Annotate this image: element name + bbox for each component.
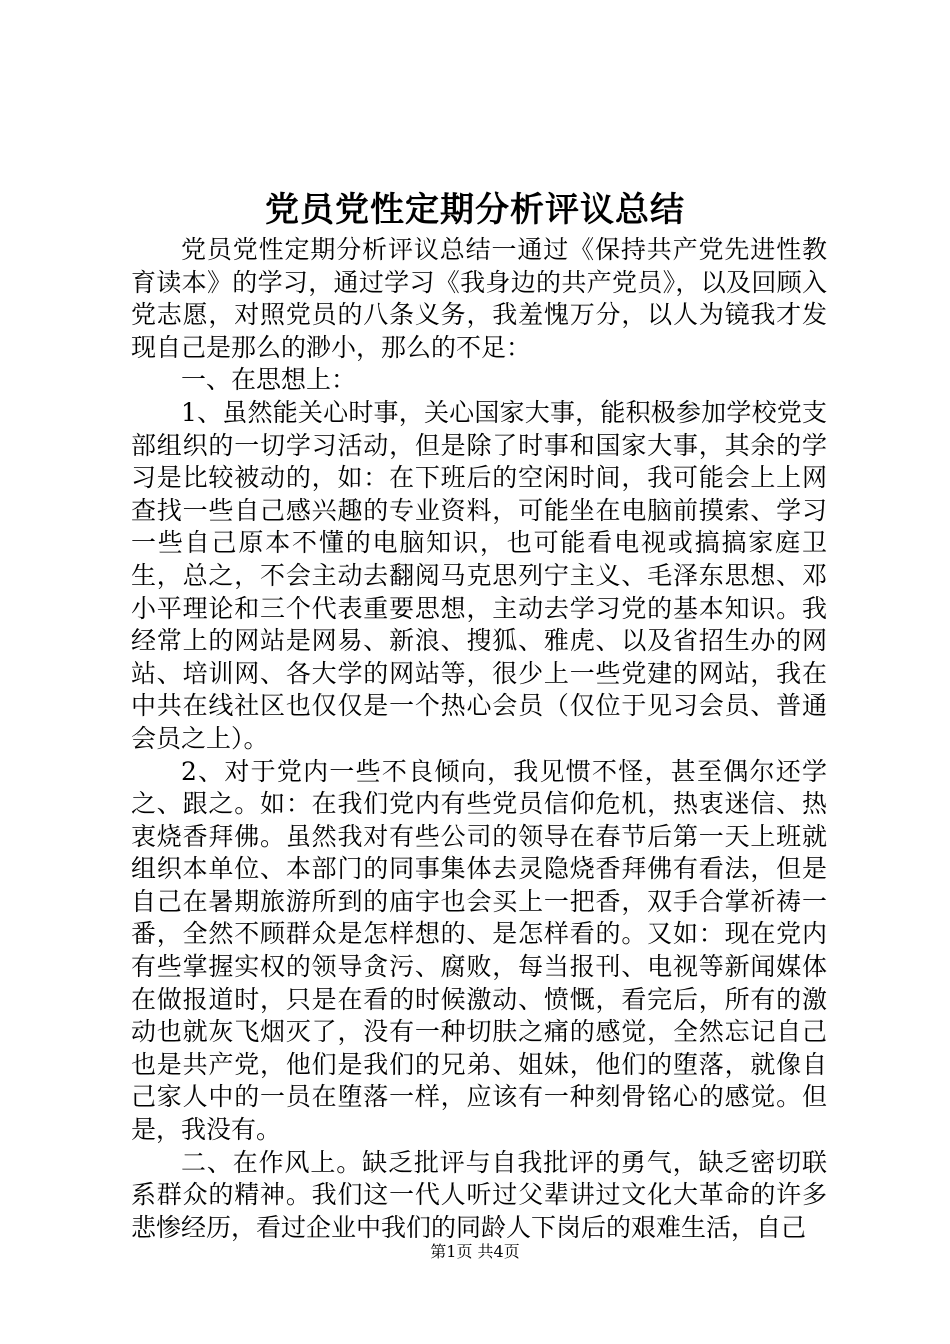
document-title: 党员党性定期分析评议总结 [265,190,685,230]
page-footer: 第1页 共4页 [430,1242,520,1261]
paragraph-intro: 党员党性定期分析评议总结一通过《保持共产党先进性教育读本》的学习，通过学习《我身边的共产党员》，以及回顾入党志愿，对照党员的八条义务，我羞愧万分，以人为镜我才发现自己是那么的渺小，那么的不足： [131,235,827,362]
paragraph-section-heading-1: 一、在思想上： [181,365,357,395]
paragraph-point-1: 1、虽然能关心时事，关心国家大事，能积极参加学校党支部组织的一切学习活动，但是除了时事和国家大事，其余的学习是比较被动的，如：在下班后的空闲时间，我可能会上上网查找一些自己感兴趣的专业资料，可能坐在电脑前摸索、学习一些自己原本不懂的电脑知识，也可能看电视或搞搞家庭卫生，总之，不会主动去翻阅马克思列宁主义、毛泽东思想、邓小平理论和三个代表重要思想，主动去学习党的基本知识。我经常上的网站是网易、新浪、搜狐、雅虎、以及省招生办的网站、培训网、各大学的网站等，很少上一些党建的网站，我在中共在线社区也仅仅是一个热心会员（仅位于见习会员、普通会员之上）。 [131,397,827,753]
document-body [131,234,827,1244]
paragraph-point-2: 2、对于党内一些不良倾向，我见惯不怪，甚至偶尔还学之、跟之。如：在我们党内有些党员信仰危机，热衷迷信、热衷烧香拜佛。虽然我对有些公司的领导在春节后第一天上班就组织本单位、本部门的同事集体去灵隐烧香拜佛有看法，但是自己在暑期旅游所到的庙宇也会买上一把香，双手合掌祈祷一番，全然不顾群众是怎样想的、是怎样看的。又如：现在党内有些掌握实权的领导贪污、腐败，每当报刊、电视等新闻媒体在做报道时，只是在看的时候激动、愤慨，看完后，所有的激动也就灰飞烟灭了，没有一种切肤之痛的感觉，全然忘记自己也是共产党，他们是我们的兄弟、姐妹，他们的堕落，就像自己家人中的一员在堕落一样，应该有一种刻骨铭心的感觉。但是，我没有。 [131,756,827,1145]
paragraph-section-2: 二、在作风上。缺乏批评与自我批评的勇气，缺乏密切联系群众的精神。我们这一代人听过父辈讲过文化大革命的许多悲惨经历，看过企业中我们的同龄人下岗后的艰难生活，自己 [131,1147,827,1242]
